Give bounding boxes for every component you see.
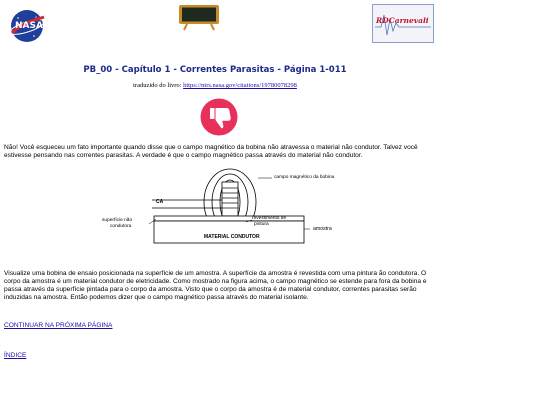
source-line [0, 82, 430, 89]
coil-field-diagram [96, 164, 346, 250]
source-label: traduzido do livro: [133, 82, 182, 89]
diagram-label-coating-2: pintura [254, 222, 269, 227]
diagram-label-sample: amostra [313, 226, 332, 232]
rdcarnevali-logo-text: RDCarnevali [376, 16, 429, 25]
rdcarnevali-logo [372, 4, 434, 43]
source-link[interactable]: https://ntrs.nasa.gov/citations/19780078298 [183, 82, 297, 89]
nasa-logo-text: NASA [15, 21, 43, 31]
index-link[interactable]: ÍNDICE [4, 352, 27, 359]
nasa-logo [8, 9, 46, 43]
diagram-label-surface-1: superfície não [102, 218, 133, 223]
explanation-paragraph: Visualize uma bobina de ensaio posicionada na superfície de um amostra. A superfície da amostra é revestida com uma pintura ão condutora. O corpo da amostra é um material condutor de eletricidade. Como mostrado na figura acima, o campo magnético se estende para fora da bobina e passa através da superfície pintada para o corpo da amostra. Visto que o corpo da amostra é de material condutor, correntes parasitas serão induzidas na amostra. Então podemos dizer que o campo magnético passa através do material isolante. [4, 270, 427, 301]
continue-next-page-link[interactable]: CONTINUAR NA PRÓXIMA PÁGINA [4, 322, 113, 329]
page-title: PB_00 - Capítulo 1 - Correntes Parasitas - Página 1-011 [83, 65, 347, 75]
diagram-label-field: campo magnético da bobina [274, 175, 335, 180]
thumbs-down-icon [200, 98, 238, 136]
answer-paragraph: Não! Você esqueceu um fato importante quando disse que o campo magnético da bobina não atravessa o material não condutor. Talvez você estivesse pensando nas correntes parasitas. A verdade é que o campo magnético passa através do material não condutor. [4, 144, 418, 159]
diagram-label-coating-1: revestimento de [252, 216, 287, 221]
diagram-label-surface-2: condutora [110, 224, 132, 229]
diagram-label-ca: CA [156, 199, 164, 205]
diagram-label-material: MATERIAL CONDUTOR [204, 234, 260, 240]
chalkboard-icon [178, 4, 220, 31]
